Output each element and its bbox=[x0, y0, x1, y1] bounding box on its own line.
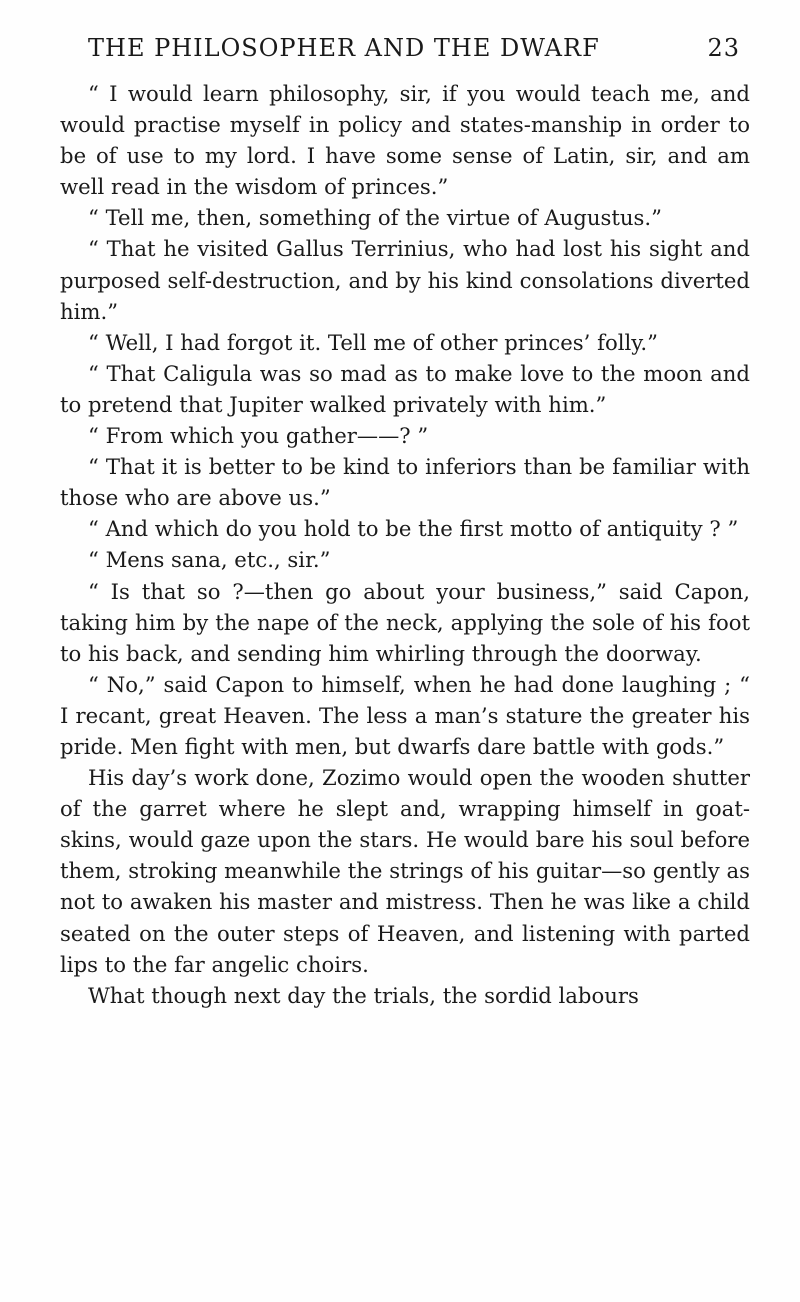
paragraph: “ Mens sana, etc., sir.” bbox=[88, 547, 331, 573]
paragraph: “ Tell me, then, something of the virtue of Augustus.” bbox=[88, 205, 662, 231]
paragraph: “ That it is better to be kind to inferiors than be familiar with those who are above us.” bbox=[60, 454, 750, 511]
running-title: THE PHILOSOPHER AND THE DWARF bbox=[88, 34, 600, 62]
paragraph: His day’s work done, Zozimo would open the wooden shutter of the garret where he slept and, wrapping himself in goat-skins, would gaze upon the stars. He would bare his soul before them, stroking meanwhile the strings of his guitar—so gently as not to awaken his master and mistress. Then he was like a child seated on the outer steps of Heaven, and listening with parted lips to the far angelic choirs. bbox=[60, 765, 750, 977]
paragraph: “ Is that so ?—then go about your business,” said Capon, taking him by the nape of the neck, applying the sole of his foot to his back, and sending him whirling through the doorway. bbox=[60, 578, 750, 666]
paragraph: “ And which do you hold to be the first motto of antiquity ? ” bbox=[88, 516, 739, 542]
paragraph: “ That Caligula was so mad as to make love to the moon and to pretend that Jupiter walked privately with him.” bbox=[60, 360, 750, 417]
paragraph: “ Well, I had forgot it. Tell me of other princes’ folly.” bbox=[88, 329, 658, 355]
paragraph: “ I would learn philosophy, sir, if you would teach me, and would practise myself in policy and states-manship in order to be of use to my lord. I have some sense of Latin, sir, and am well read in the wisdom of princes.” bbox=[60, 81, 750, 200]
body-text bbox=[60, 78, 750, 1011]
running-head bbox=[88, 34, 740, 68]
paragraph: What though next day the trials, the sordid labours bbox=[88, 982, 639, 1008]
paragraph: “ From which you gather——? ” bbox=[88, 423, 429, 449]
paragraph: “ That he visited Gallus Terrinius, who had lost his sight and purposed self-destruction, and by his kind consolations diverted him.” bbox=[60, 236, 750, 324]
paragraph: “ No,” said Capon to himself, when he had done laughing ; “ I recant, great Heaven. The less a man’s stature the greater his pride. Men fight with men, but dwarfs dare battle with gods.” bbox=[60, 671, 750, 759]
page-number: 23 bbox=[707, 34, 740, 62]
